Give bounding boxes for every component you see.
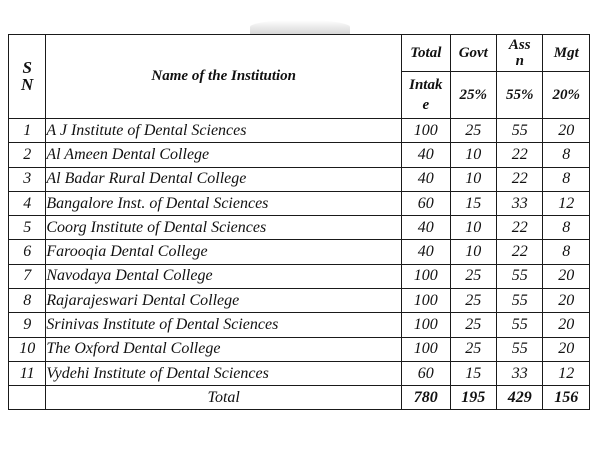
row-institution-name: Coorg Institute of Dental Sciences	[46, 216, 402, 240]
row-institution-name: Vydehi Institute of Dental Sciences	[46, 361, 402, 385]
table-row	[9, 216, 590, 240]
row-total: 100	[402, 119, 451, 143]
row-institution-name: Navodaya Dental College	[46, 264, 402, 288]
row-sn: 11	[9, 361, 46, 385]
row-ass: 22	[497, 240, 543, 264]
row-mgt: 20	[543, 119, 590, 143]
header-sn: S N	[9, 35, 46, 119]
row-ass: 33	[497, 361, 543, 385]
intake-table	[8, 34, 590, 410]
row-ass: 33	[497, 191, 543, 215]
table-row	[9, 361, 590, 385]
row-institution-name: A J Institute of Dental Sciences	[46, 119, 402, 143]
row-institution-name: Rajarajeswari Dental College	[46, 289, 402, 313]
row-ass: 22	[497, 167, 543, 191]
header-mgt-percent: 20%	[543, 72, 590, 119]
totals-mgt: 156	[543, 386, 590, 410]
header-intake	[402, 72, 451, 119]
row-total: 100	[402, 264, 451, 288]
row-mgt: 20	[543, 289, 590, 313]
row-total: 100	[402, 313, 451, 337]
table-row	[9, 337, 590, 361]
header-institution-name: Name of the Institution	[46, 35, 402, 119]
row-total: 60	[402, 191, 451, 215]
header-ass	[497, 35, 543, 72]
row-mgt: 20	[543, 313, 590, 337]
row-govt: 10	[450, 240, 496, 264]
row-mgt: 12	[543, 191, 590, 215]
row-institution-name: Al Badar Rural Dental College	[46, 167, 402, 191]
row-total: 40	[402, 216, 451, 240]
table-row	[9, 167, 590, 191]
row-sn: 3	[9, 167, 46, 191]
row-sn: 1	[9, 119, 46, 143]
row-govt: 25	[450, 264, 496, 288]
row-mgt: 8	[543, 216, 590, 240]
row-total: 60	[402, 361, 451, 385]
table-row	[9, 143, 590, 167]
row-mgt: 8	[543, 143, 590, 167]
row-sn: 6	[9, 240, 46, 264]
row-total: 40	[402, 167, 451, 191]
table-row	[9, 289, 590, 313]
row-sn: 10	[9, 337, 46, 361]
totals-govt: 195	[450, 386, 496, 410]
row-mgt: 12	[543, 361, 590, 385]
row-govt: 25	[450, 289, 496, 313]
row-mgt: 20	[543, 337, 590, 361]
table-row	[9, 119, 590, 143]
row-ass: 55	[497, 119, 543, 143]
row-sn: 4	[9, 191, 46, 215]
row-ass: 55	[497, 313, 543, 337]
row-govt: 15	[450, 191, 496, 215]
table-row	[9, 264, 590, 288]
row-total: 100	[402, 289, 451, 313]
header-mgt: Mgt	[543, 35, 590, 72]
row-mgt: 20	[543, 264, 590, 288]
row-ass: 22	[497, 216, 543, 240]
totals-label: Total	[46, 386, 402, 410]
totals-ass: 429	[497, 386, 543, 410]
table-row	[9, 240, 590, 264]
header-row-top	[9, 35, 590, 72]
row-total: 100	[402, 337, 451, 361]
row-govt: 10	[450, 143, 496, 167]
row-govt: 25	[450, 337, 496, 361]
totals-sn-empty	[9, 386, 46, 410]
table-row	[9, 191, 590, 215]
row-mgt: 8	[543, 240, 590, 264]
header-govt-percent: 25%	[450, 72, 496, 119]
row-ass: 55	[497, 337, 543, 361]
row-sn: 2	[9, 143, 46, 167]
page-curl-shadow	[250, 20, 350, 34]
row-govt: 10	[450, 216, 496, 240]
row-institution-name: The Oxford Dental College	[46, 337, 402, 361]
header-govt: Govt	[450, 35, 496, 72]
row-ass: 22	[497, 143, 543, 167]
header-ass-percent: 55%	[497, 72, 543, 119]
header-ass-label: Assn	[508, 36, 531, 69]
row-sn: 9	[9, 313, 46, 337]
row-total: 40	[402, 143, 451, 167]
row-govt: 25	[450, 313, 496, 337]
row-institution-name: Bangalore Inst. of Dental Sciences	[46, 191, 402, 215]
header-intake-label: Intake	[409, 77, 443, 113]
row-ass: 55	[497, 289, 543, 313]
row-sn: 7	[9, 264, 46, 288]
row-institution-name: Farooqia Dental College	[46, 240, 402, 264]
totals-total: 780	[402, 386, 451, 410]
row-ass: 55	[497, 264, 543, 288]
row-total: 40	[402, 240, 451, 264]
row-sn: 5	[9, 216, 46, 240]
row-govt: 10	[450, 167, 496, 191]
row-govt: 25	[450, 119, 496, 143]
row-govt: 15	[450, 361, 496, 385]
row-sn: 8	[9, 289, 46, 313]
header-total: Total	[402, 35, 451, 72]
row-institution-name: Srinivas Institute of Dental Sciences	[46, 313, 402, 337]
totals-row	[9, 386, 590, 410]
table-row	[9, 313, 590, 337]
row-institution-name: Al Ameen Dental College	[46, 143, 402, 167]
row-mgt: 8	[543, 167, 590, 191]
